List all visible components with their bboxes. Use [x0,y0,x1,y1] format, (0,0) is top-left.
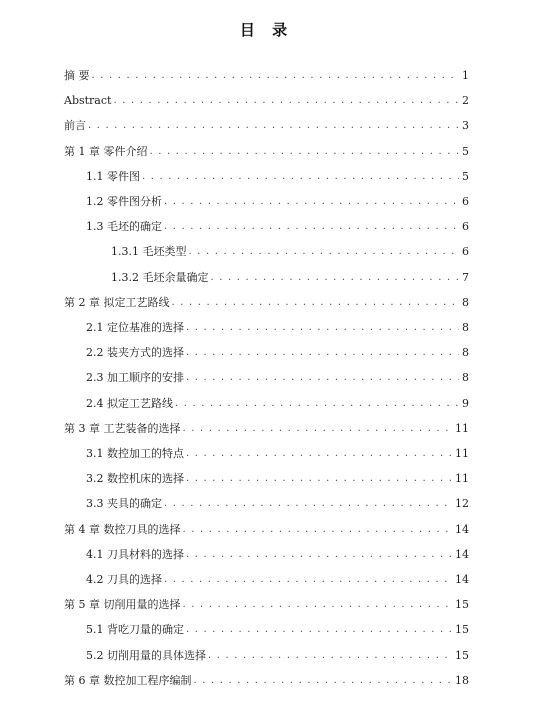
toc-dot-leader [164,573,453,587]
toc-entry-label: 3.2 数控机床的选择 [86,472,184,486]
toc-page-number: 8 [462,295,469,309]
toc-entry [86,546,469,562]
toc-entry [86,571,469,587]
toc-dot-leader [189,245,460,259]
toc-entry [86,647,469,663]
toc-dot-leader [186,548,453,562]
toc-entry-label: 前言 [64,119,86,133]
toc-entry-label: 4.1 刀具材料的选择 [86,547,184,561]
toc-dot-leader [88,119,459,133]
toc-entry-label: 5.2 切削用量的具体选择 [86,648,206,662]
toc-entry [86,445,469,461]
toc-entry [111,269,469,285]
toc-dot-leader [142,170,459,184]
toc-entry [86,319,469,335]
toc-entry [64,92,469,108]
toc-entry [64,67,469,83]
toc-page-number: 6 [462,195,469,208]
toc-entry-label: 4.2 刀具的选择 [86,573,162,586]
toc-page-number: 12 [455,497,469,511]
toc-dot-leader [92,69,460,83]
toc-entry-label: 第 3 章 工艺装备的选择 [64,421,181,435]
toc-entry [64,521,469,537]
toc-page-number: 15 [455,623,469,637]
toc-dot-leader [208,649,453,663]
toc-page-number: 7 [462,270,469,284]
toc-entry-label: 3.1 数控加工的特点 [86,447,184,460]
toc-entry [111,243,469,259]
toc-entry [86,395,469,411]
toc-entry [64,596,469,612]
toc-entry [86,495,469,511]
toc-page-number: 9 [462,396,469,410]
toc-entry-label: 1.3.2 毛坯余量确定 [111,270,209,284]
toc-page-number: 1 [462,69,469,82]
toc-entry-label: 2.2 装夹方式的选择 [86,346,184,360]
toc-page-number: 15 [455,598,469,612]
toc-page-number: 6 [462,220,469,234]
toc-entry-label: 1.3 毛坯的确定 [86,220,162,234]
toc-entry-label: 1.2 零件图分析 [86,195,162,208]
toc-page-number: 5 [462,169,469,183]
toc-entry-label: 第 6 章 数控加工程序编制 [64,673,192,687]
toc-entry-label: 5.1 背吃刀量的确定 [86,623,184,637]
toc-entry [64,672,469,688]
toc-entry [64,420,469,436]
toc-page-number: 8 [462,321,469,334]
toc-entry [86,193,469,209]
toc-entry [86,218,469,234]
toc-dot-leader [183,598,454,612]
toc-dot-leader [164,497,453,511]
toc-dot-leader [164,220,459,234]
toc-page-number: 11 [455,472,469,486]
toc-page-number: 5 [462,144,469,158]
toc-entry [86,470,469,486]
toc-entry [86,344,469,360]
toc-entry [64,294,469,310]
toc-dot-leader [175,397,459,411]
toc-dot-leader [186,472,453,486]
toc-entry [64,117,469,133]
toc-page-number: 14 [455,573,469,586]
toc-dot-leader [186,623,453,637]
toc-dot-leader [186,447,453,461]
toc-dot-leader [164,195,459,209]
toc-entry-label: 第 2 章 拟定工艺路线 [64,295,170,309]
toc-dot-leader [186,371,459,385]
toc-dot-leader [186,346,459,360]
toc-dot-leader [194,674,454,688]
toc-dot-leader [150,145,460,159]
toc-dot-leader [186,321,459,335]
toc-entry-label: 2.3 加工顺序的安排 [86,371,184,385]
toc-entry [64,143,469,159]
toc-page-number: 15 [455,648,469,662]
toc-page-number: 11 [455,447,469,460]
toc-entry-label: 2.4 拟定工艺路线 [86,396,173,410]
toc-title: 目 录 [239,21,294,39]
toc-page-number: 2 [462,94,469,108]
toc-dot-leader [211,271,460,285]
toc-page-number: 11 [455,421,469,435]
toc-entry-label: 第 5 章 切削用量的选择 [64,598,181,612]
toc-entry-label: 2.1 定位基准的选择 [86,321,184,334]
toc-page-number: 8 [462,346,469,360]
toc-entry [86,369,469,385]
toc-entry-label: 第 1 章 零件介绍 [64,144,148,158]
toc-entry-label: 3.3 夹具的确定 [86,497,162,511]
toc-page-number: 8 [462,371,469,385]
toc-page-number: 18 [455,673,469,687]
toc-dot-leader [172,296,460,310]
toc-page-number: 3 [462,119,469,133]
toc-page-number: 14 [455,522,469,536]
toc-page-number: 14 [455,547,469,561]
toc-entry-label: 摘 要 [64,69,90,82]
toc-entry-label: 1.3.1 毛坯类型 [111,245,187,259]
toc-dot-leader [183,422,454,436]
toc-page-number: 6 [462,245,469,259]
toc-dot-leader [113,94,459,108]
toc-entry-label: Abstract [64,94,112,108]
toc-entry [86,621,469,637]
toc-dot-leader [183,523,454,537]
toc-entry-label: 第 4 章 数控刀具的选择 [64,522,181,536]
toc-entry [86,168,469,184]
toc-entry-label: 1.1 零件图 [86,169,140,183]
